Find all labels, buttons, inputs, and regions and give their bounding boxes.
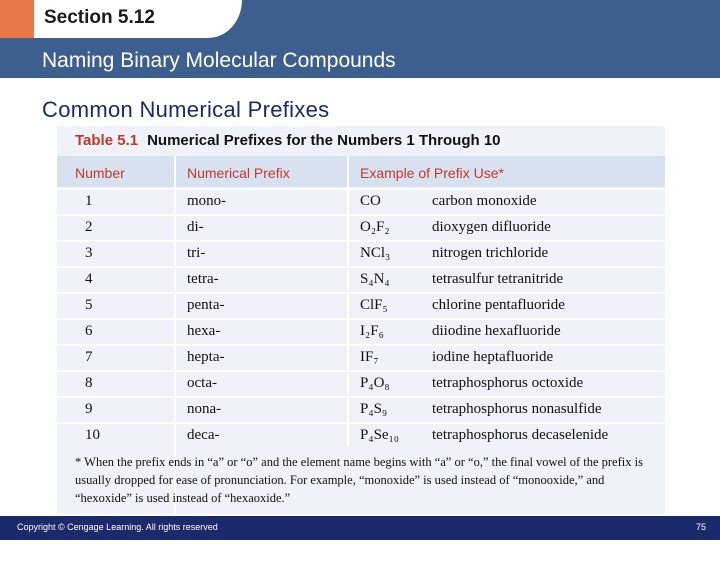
row-divider — [57, 188, 665, 190]
column-divider — [347, 156, 349, 446]
row-number: 2 — [85, 219, 93, 235]
row-prefix: tetra- — [187, 271, 219, 287]
row-number: 8 — [85, 375, 93, 391]
row-formula: P₄Se₁₀ — [360, 427, 400, 443]
table-row — [57, 424, 665, 448]
row-prefix: penta- — [187, 297, 225, 313]
row-number: 3 — [85, 245, 93, 261]
row-compound-name: tetraphosphorus octoxide — [432, 375, 584, 391]
row-prefix: hepta- — [187, 349, 225, 365]
row-compound-name: iodine heptafluoride — [432, 349, 554, 365]
row-prefix: octa- — [187, 375, 217, 391]
slide-title: Naming Binary Molecular Compounds — [42, 49, 396, 72]
row-compound-name: chlorine pentafluoride — [432, 297, 565, 313]
row-prefix: deca- — [187, 427, 220, 443]
table-row — [57, 372, 665, 396]
row-number: 7 — [85, 349, 93, 365]
table-row — [57, 346, 665, 370]
row-compound-name: tetraphosphorus decaselenide — [432, 427, 609, 443]
row-divider — [57, 422, 665, 424]
row-formula: P₄O₈ — [360, 375, 390, 391]
row-divider — [57, 266, 665, 268]
column-header-number: Number — [75, 165, 125, 181]
row-compound-name: tetrasulfur tetranitride — [432, 271, 564, 287]
row-prefix: nona- — [187, 401, 222, 417]
row-formula: I₂F₆ — [360, 323, 384, 339]
row-compound-name: dioxygen difluoride — [432, 219, 551, 235]
row-formula: ClF₅ — [360, 297, 388, 313]
table-row — [57, 242, 665, 266]
table-row — [57, 268, 665, 292]
row-compound-name: nitrogen trichloride — [432, 245, 549, 261]
table-header-row — [57, 156, 665, 187]
table-row — [57, 216, 665, 240]
column-header-prefix: Numerical Prefix — [187, 165, 290, 181]
table-caption — [75, 132, 501, 149]
prefix-table — [57, 126, 665, 514]
row-prefix: tri- — [187, 245, 206, 261]
section-number: Section 5.12 — [44, 7, 155, 28]
row-number: 4 — [85, 271, 93, 287]
copyright-notice: Copyright © Cengage Learning. All rights reserved — [17, 522, 218, 532]
row-prefix: hexa- — [187, 323, 221, 339]
row-formula: CO — [360, 193, 381, 209]
row-divider — [57, 370, 665, 372]
table-caption-text: Numerical Prefixes for the Numbers 1 Through 10 — [147, 132, 501, 149]
table-row — [57, 294, 665, 318]
slide-subtitle: Common Numerical Prefixes — [42, 97, 330, 122]
table-footnote: * When the prefix ends in “a” or “o” and the element name begins with “a” or “o,” the final vowel of the prefix is usually dropped for ease of pronunciation. For example, “monoxide” is used instead of “monooxide,” and “hexoxide” is used instead of “hexaoxide.” — [75, 455, 643, 505]
row-divider — [57, 318, 665, 320]
row-formula: O₂F₂ — [360, 219, 390, 235]
page-number: 75 — [695, 522, 706, 532]
row-divider — [57, 214, 665, 216]
column-divider — [174, 156, 176, 574]
row-number: 6 — [85, 323, 93, 339]
row-compound-name: tetraphosphorus nonasulfide — [432, 401, 602, 417]
row-number: 5 — [85, 297, 93, 313]
row-divider — [57, 344, 665, 346]
table-label: Table 5.1 — [75, 132, 139, 149]
row-divider — [57, 240, 665, 242]
table-row — [57, 190, 665, 214]
accent-square — [0, 0, 34, 38]
row-number: 9 — [85, 401, 93, 417]
row-number: 1 — [85, 193, 93, 209]
column-header-example: Example of Prefix Use* — [360, 165, 504, 181]
row-formula: S₄N₄ — [360, 271, 390, 287]
row-compound-name: diiodine hexafluoride — [432, 323, 561, 339]
row-divider — [57, 396, 665, 398]
footer-bar — [0, 516, 720, 540]
row-prefix: mono- — [187, 193, 227, 209]
row-formula: P₄S₉ — [360, 401, 388, 417]
table-row — [57, 398, 665, 422]
row-prefix: di- — [187, 219, 204, 235]
row-number: 10 — [85, 427, 100, 443]
table-row — [57, 320, 665, 344]
row-divider — [57, 292, 665, 294]
row-compound-name: carbon monoxide — [432, 193, 537, 209]
row-formula: NCl₃ — [360, 245, 391, 261]
row-formula: IF₇ — [360, 349, 379, 365]
